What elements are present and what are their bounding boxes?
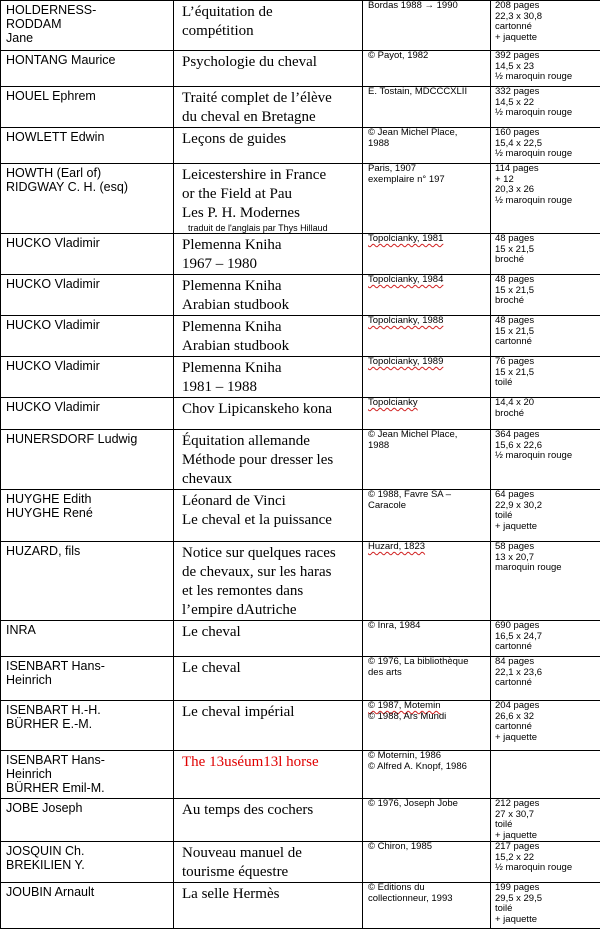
- cell-line: compétition: [182, 22, 359, 41]
- cell-line: Le cheval: [182, 659, 359, 678]
- cell-line: 27 x 30,7: [495, 810, 597, 821]
- cell-line: BÜRHER E.-M.: [6, 717, 170, 731]
- table-row: [1, 234, 600, 275]
- cell-line: 48 pages: [495, 275, 597, 286]
- cell-line: 48 pages: [495, 234, 597, 245]
- publisher-cell: [363, 842, 491, 883]
- cell-line: 76 pages: [495, 357, 597, 368]
- cell-line: chevaux: [182, 470, 359, 489]
- cell-line: 29,5 x 29,5: [495, 894, 597, 905]
- cell-line: BREKILIEN Y.: [6, 858, 170, 872]
- cell-line: 15 x 21,5: [495, 245, 597, 256]
- table-row: [1, 51, 600, 87]
- cell-line: L’équitation de: [182, 3, 359, 22]
- description-cell: [491, 164, 600, 234]
- author-cell: [1, 542, 174, 621]
- cell-line: + jaquette: [495, 733, 597, 744]
- title-cell: [174, 657, 363, 701]
- translator-note: traduit de l'anglais par Thys Hillaud: [182, 223, 359, 233]
- author-cell: [1, 842, 174, 883]
- cell-line: 14,5 x 22: [495, 98, 597, 109]
- cell-line: HOWLETT Edwin: [6, 130, 170, 144]
- publisher-cell: [363, 398, 491, 430]
- cell-line: Plemenna Kniha: [182, 359, 359, 378]
- cell-line: © 1987, Motemin: [368, 701, 487, 712]
- cell-line: RODDAM: [6, 17, 170, 31]
- cell-line: + 12: [495, 175, 597, 186]
- cell-line: © Jean Michel Place,: [368, 128, 487, 139]
- cell-line: 15,6 x 22,6: [495, 441, 597, 452]
- cell-line: 332 pages: [495, 87, 597, 98]
- publisher-cell: [363, 621, 491, 657]
- author-cell: [1, 128, 174, 164]
- cell-line: broché: [495, 296, 597, 307]
- publisher-cell: [363, 51, 491, 87]
- description-cell: [491, 542, 600, 621]
- cell-line: 217 pages: [495, 842, 597, 853]
- cell-line: ½ maroquin rouge: [495, 72, 597, 83]
- cell-line: Topolcianky: [368, 398, 487, 409]
- publisher-cell: [363, 883, 491, 929]
- cell-line: ISENBART Hans-: [6, 753, 170, 767]
- cell-line: 1967 – 1980: [182, 255, 359, 274]
- author-cell: [1, 51, 174, 87]
- cell-line: cartonné: [495, 22, 597, 33]
- cell-line: © Jean Michel Place,: [368, 430, 487, 441]
- cell-line: Traité complet de l’élève: [182, 89, 359, 108]
- cell-line: 199 pages: [495, 883, 597, 894]
- cell-line: JOUBIN Arnault: [6, 885, 170, 899]
- cell-line: Topolcianky, 1988: [368, 316, 487, 327]
- cell-line: ISENBART Hans-: [6, 659, 170, 673]
- author-cell: [1, 275, 174, 316]
- description-cell: [491, 128, 600, 164]
- title-cell: [174, 842, 363, 883]
- title-cell: [174, 275, 363, 316]
- cell-line: 26,6 x 32: [495, 712, 597, 723]
- cell-line: maroquin rouge: [495, 563, 597, 574]
- cell-line: broché: [495, 409, 597, 420]
- author-cell: [1, 398, 174, 430]
- cell-line: Plemenna Kniha: [182, 318, 359, 337]
- cell-line: ½ maroquin rouge: [495, 451, 597, 462]
- author-cell: [1, 316, 174, 357]
- title-cell: [174, 883, 363, 929]
- cell-line: + jaquette: [495, 33, 597, 44]
- cell-line: cartonné: [495, 337, 597, 348]
- author-cell: [1, 701, 174, 751]
- cell-line: Heinrich: [6, 767, 170, 781]
- title-cell: [174, 1, 363, 51]
- publisher-cell: [363, 1, 491, 51]
- cell-line: Huzard, 1823: [368, 542, 487, 553]
- author-cell: [1, 164, 174, 234]
- publisher-cell: [363, 316, 491, 357]
- cell-line: Méthode pour dresser les: [182, 451, 359, 470]
- cell-line: cartonné: [495, 678, 597, 689]
- cell-line: Leicestershire in France: [182, 166, 359, 185]
- cell-line: La selle Hermès: [182, 885, 359, 904]
- description-cell: [491, 799, 600, 842]
- publisher-cell: [363, 128, 491, 164]
- cell-line: 364 pages: [495, 430, 597, 441]
- cell-line: ½ maroquin rouge: [495, 149, 597, 160]
- cell-line: et les remontes dans: [182, 582, 359, 601]
- table-body: [1, 1, 600, 929]
- cell-line: 48 pages: [495, 316, 597, 327]
- cell-line: Plemenna Kniha: [182, 236, 359, 255]
- cell-line: 13 x 20,7: [495, 553, 597, 564]
- author-cell: [1, 883, 174, 929]
- cell-line: HUCKO Vladimir: [6, 359, 170, 373]
- cell-line: de chevaux, sur les haras: [182, 563, 359, 582]
- title-cell: [174, 234, 363, 275]
- cell-line: Arabian studbook: [182, 337, 359, 356]
- title-cell: [174, 357, 363, 398]
- cell-line: 160 pages: [495, 128, 597, 139]
- cell-line: 14,5 x 23: [495, 62, 597, 73]
- cell-line: © Payot, 1982: [368, 51, 487, 62]
- description-cell: [491, 490, 600, 542]
- cell-line: cartonné: [495, 642, 597, 653]
- cell-line: © Chiron, 1985: [368, 842, 487, 853]
- cell-line: Les P. H. Modernes: [182, 204, 359, 223]
- cell-line: 212 pages: [495, 799, 597, 810]
- cell-line: Léonard de Vinci: [182, 492, 359, 511]
- cell-line: du cheval en Bretagne: [182, 108, 359, 127]
- cell-line: 20,3 x 26: [495, 185, 597, 196]
- cell-line: toilé: [495, 378, 597, 389]
- cell-line: JOBE Joseph: [6, 801, 170, 815]
- cell-line: 690 pages: [495, 621, 597, 632]
- author-cell: [1, 490, 174, 542]
- table-row: [1, 275, 600, 316]
- title-cell: [174, 490, 363, 542]
- cell-line: broché: [495, 255, 597, 266]
- publisher-cell: [363, 751, 491, 799]
- cell-line: HUCKO Vladimir: [6, 400, 170, 414]
- title-cell: [174, 621, 363, 657]
- cell-line: 15,2 x 22: [495, 853, 597, 864]
- author-cell: [1, 621, 174, 657]
- publisher-cell: [363, 275, 491, 316]
- description-cell: [491, 275, 600, 316]
- cell-line: Le cheval impérial: [182, 703, 359, 722]
- table-row: [1, 398, 600, 430]
- publisher-cell: [363, 799, 491, 842]
- cell-line: Topolcianky, 1984: [368, 275, 487, 286]
- cell-line: 15 x 21,5: [495, 368, 597, 379]
- table-row: [1, 87, 600, 128]
- table-row: [1, 842, 600, 883]
- publisher-cell: [363, 234, 491, 275]
- cell-line: Heinrich: [6, 673, 170, 687]
- cell-line: Nouveau manuel de: [182, 844, 359, 863]
- description-cell: [491, 316, 600, 357]
- cell-line: cartonné: [495, 722, 597, 733]
- table-row: [1, 657, 600, 701]
- title-cell: [174, 701, 363, 751]
- publisher-cell: [363, 87, 491, 128]
- cell-line: Psychologie du cheval: [182, 53, 359, 72]
- description-cell: [491, 751, 600, 799]
- author-cell: [1, 799, 174, 842]
- table-row: [1, 164, 600, 234]
- cell-line: Plemenna Kniha: [182, 277, 359, 296]
- cell-line: toilé: [495, 904, 597, 915]
- description-cell: [491, 842, 600, 883]
- description-cell: [491, 1, 600, 51]
- cell-line: Le cheval et la puissance: [182, 511, 359, 530]
- description-cell: [491, 234, 600, 275]
- description-cell: [491, 701, 600, 751]
- cell-line: The 13uséum13l horse: [182, 753, 359, 772]
- title-cell: [174, 51, 363, 87]
- cell-line: HOWTH (Earl of): [6, 166, 170, 180]
- cell-line: HUYGHE René: [6, 506, 170, 520]
- cell-line: Topolcianky, 1981: [368, 234, 487, 245]
- cell-line: HUCKO Vladimir: [6, 277, 170, 291]
- publisher-cell: [363, 701, 491, 751]
- cell-line: des arts: [368, 668, 487, 679]
- cell-line: HUZARD, fils: [6, 544, 170, 558]
- cell-line: © Inra, 1984: [368, 621, 487, 632]
- table-row: [1, 542, 600, 621]
- cell-line: Caracole: [368, 501, 487, 512]
- title-cell: [174, 316, 363, 357]
- cell-line: © 1988, Favre SA –: [368, 490, 487, 501]
- cell-line: © Alfred A. Knopf, 1986: [368, 762, 487, 773]
- description-cell: [491, 430, 600, 490]
- cell-line: collectionneur, 1993: [368, 894, 487, 905]
- cell-line: 208 pages: [495, 1, 597, 12]
- publisher-cell: [363, 430, 491, 490]
- cell-line: E. Tostain, MDCCCXLII: [368, 87, 487, 98]
- cell-line: Équitation allemande: [182, 432, 359, 451]
- table-row: [1, 490, 600, 542]
- table-row: [1, 128, 600, 164]
- author-cell: [1, 357, 174, 398]
- description-cell: [491, 357, 600, 398]
- publisher-cell: [363, 357, 491, 398]
- cell-line: Notice sur quelques races: [182, 544, 359, 563]
- description-cell: [491, 398, 600, 430]
- table-row: [1, 701, 600, 751]
- cell-line: toilé: [495, 511, 597, 522]
- cell-line: or the Field at Pau: [182, 185, 359, 204]
- cell-line: 22,9 x 30,2: [495, 501, 597, 512]
- author-cell: [1, 234, 174, 275]
- cell-line: HUYGHE Edith: [6, 492, 170, 506]
- cell-line: 1981 – 1988: [182, 378, 359, 397]
- table-row: [1, 316, 600, 357]
- cell-line: Bordas 1988 → 1990: [368, 1, 487, 12]
- table-row: [1, 621, 600, 657]
- title-cell: [174, 542, 363, 621]
- publisher-cell: [363, 164, 491, 234]
- title-cell: [174, 164, 363, 234]
- author-cell: [1, 87, 174, 128]
- title-cell: [174, 430, 363, 490]
- author-cell: [1, 1, 174, 51]
- cell-line: ½ maroquin rouge: [495, 863, 597, 874]
- cell-line: 22,1 x 23,6: [495, 668, 597, 679]
- cell-line: BÜRHER Emil-M.: [6, 781, 170, 795]
- cell-line: + jaquette: [495, 831, 597, 842]
- cell-line: 204 pages: [495, 701, 597, 712]
- cell-line: 114 pages: [495, 164, 597, 175]
- cell-line: © 1976, Joseph Jobe: [368, 799, 487, 810]
- cell-line: ½ maroquin rouge: [495, 196, 597, 207]
- cell-line: HOUEL Ephrem: [6, 89, 170, 103]
- cell-line: 1988: [368, 139, 487, 150]
- cell-line: © 1988, Ars Mundi: [368, 712, 487, 723]
- cell-line: 58 pages: [495, 542, 597, 553]
- cell-line: 14,4 x 20: [495, 398, 597, 409]
- description-cell: [491, 87, 600, 128]
- author-cell: [1, 751, 174, 799]
- cell-line: RIDGWAY C. H. (esq): [6, 180, 170, 194]
- cell-line: toilé: [495, 820, 597, 831]
- description-cell: [491, 883, 600, 929]
- cell-line: Leçons de guides: [182, 130, 359, 149]
- cell-line: exemplaire n° 197: [368, 175, 487, 186]
- cell-line: tourisme équestre: [182, 863, 359, 882]
- cell-line: HONTANG Maurice: [6, 53, 170, 67]
- cell-line: HUCKO Vladimir: [6, 236, 170, 250]
- title-cell: [174, 128, 363, 164]
- title-cell: [174, 398, 363, 430]
- cell-line: 22,3 x 30,8: [495, 12, 597, 23]
- cell-line: HOLDERNESS-: [6, 3, 170, 17]
- cell-line: 392 pages: [495, 51, 597, 62]
- cell-line: ISENBART H.-H.: [6, 703, 170, 717]
- cell-line: + jaquette: [495, 522, 597, 533]
- cell-line: Jane: [6, 31, 170, 45]
- publisher-cell: [363, 657, 491, 701]
- description-cell: [491, 657, 600, 701]
- table-row: [1, 357, 600, 398]
- cell-line: Le cheval: [182, 623, 359, 642]
- title-cell: [174, 751, 363, 799]
- cell-line: © 1976, La bibliothèque: [368, 657, 487, 668]
- cell-line: Chov Lipicanskeho kona: [182, 400, 359, 419]
- cell-line: Arabian studbook: [182, 296, 359, 315]
- cell-line: HUNERSDORF Ludwig: [6, 432, 170, 446]
- table-row: [1, 430, 600, 490]
- cell-line: INRA: [6, 623, 170, 637]
- table-row: [1, 883, 600, 929]
- cell-line: ½ maroquin rouge: [495, 108, 597, 119]
- cell-line: 1988: [368, 441, 487, 452]
- cell-line: 64 pages: [495, 490, 597, 501]
- description-cell: [491, 51, 600, 87]
- table-row: [1, 1, 600, 51]
- cell-line: © Moternin, 1986: [368, 751, 487, 762]
- description-cell: [491, 621, 600, 657]
- cell-line: 84 pages: [495, 657, 597, 668]
- cell-line: 15 x 21,5: [495, 327, 597, 338]
- cell-line: 15 x 21,5: [495, 286, 597, 297]
- cell-line: l’empire dAutriche: [182, 601, 359, 620]
- cell-line: JOSQUIN Ch.: [6, 844, 170, 858]
- author-cell: [1, 430, 174, 490]
- cell-line: © Editions du: [368, 883, 487, 894]
- table-row: [1, 799, 600, 842]
- author-cell: [1, 657, 174, 701]
- cell-line: Au temps des cochers: [182, 801, 359, 820]
- cell-line: HUCKO Vladimir: [6, 318, 170, 332]
- cell-line: Topolcianky, 1989: [368, 357, 487, 368]
- cell-line: Paris, 1907: [368, 164, 487, 175]
- publisher-cell: [363, 490, 491, 542]
- publisher-cell: [363, 542, 491, 621]
- table-row: [1, 751, 600, 799]
- cell-line: 16,5 x 24,7: [495, 632, 597, 643]
- cell-line: 15,4 x 22,5: [495, 139, 597, 150]
- cell-line: + jaquette: [495, 915, 597, 926]
- title-cell: [174, 799, 363, 842]
- title-cell: [174, 87, 363, 128]
